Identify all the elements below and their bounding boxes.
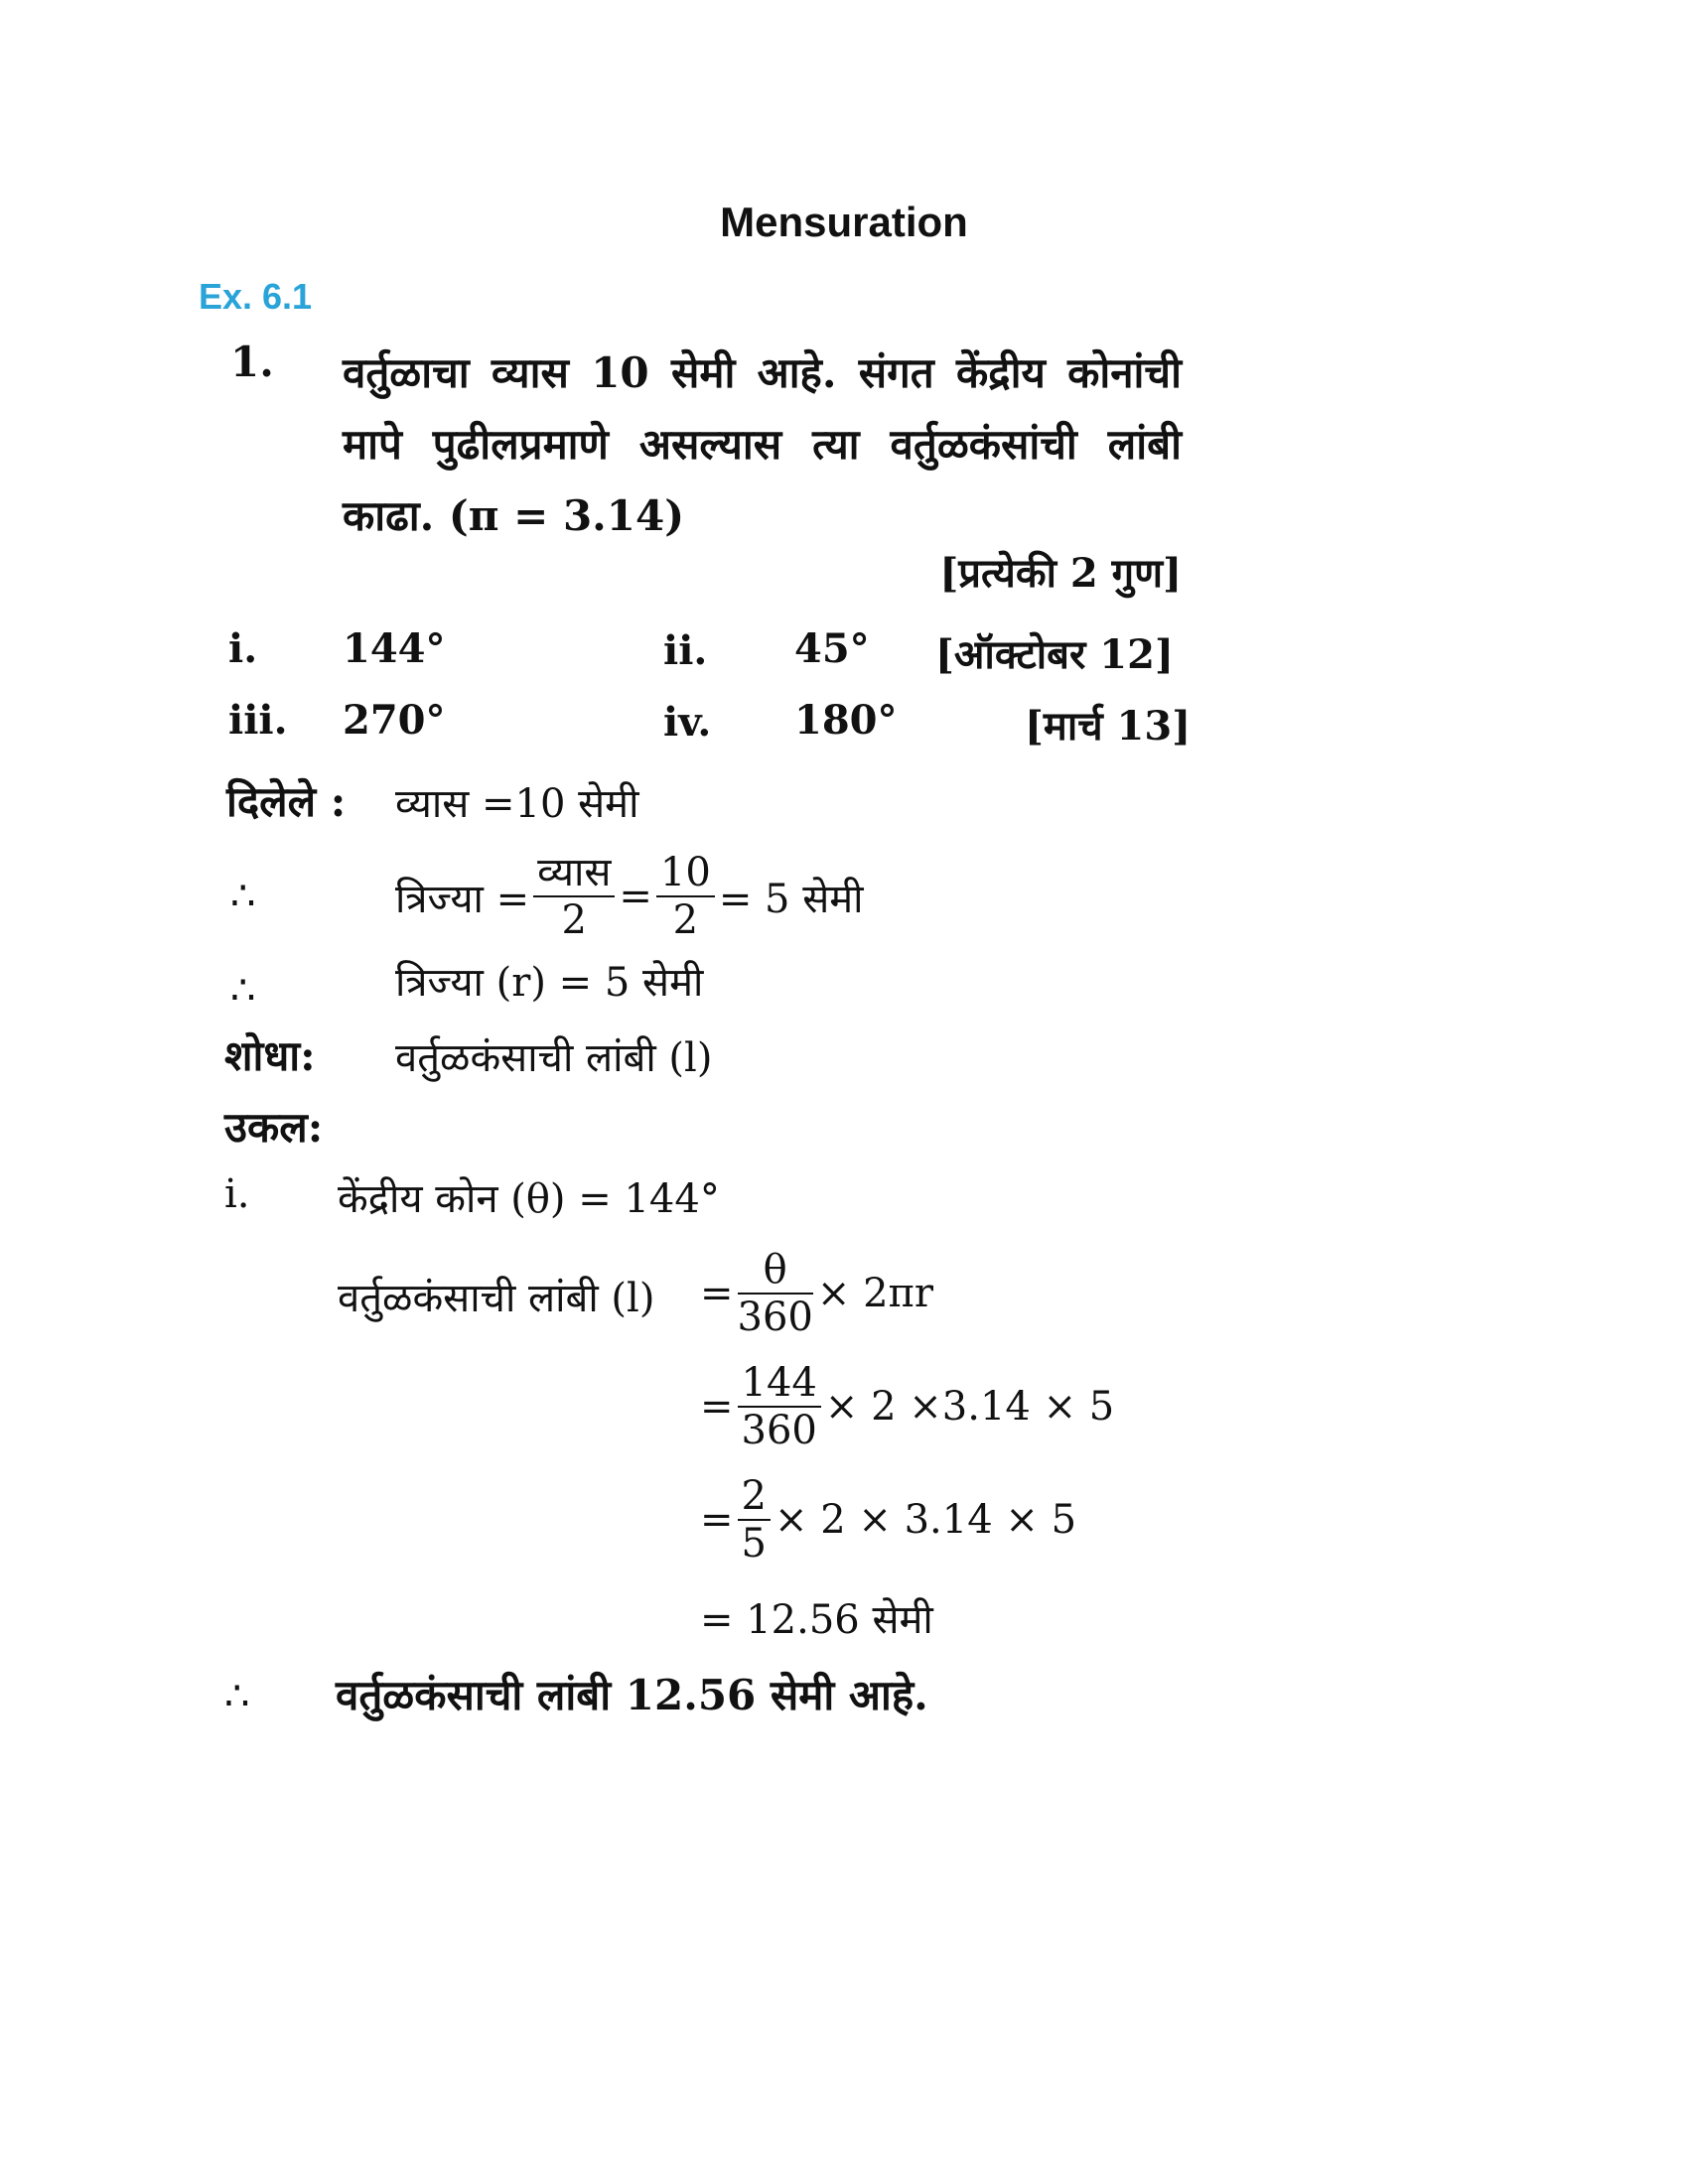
equals-sign: =	[700, 1497, 734, 1543]
option-value: 144°	[343, 625, 446, 672]
radius-prefix: त्रिज्या =	[395, 876, 530, 922]
source-label: [मार्च 13]	[1025, 703, 1192, 750]
fraction-denominator: 2	[561, 897, 587, 943]
part-label: i.	[224, 1171, 250, 1217]
step-2	[700, 1360, 1114, 1453]
option-value: 180°	[794, 697, 898, 744]
therefore-symbol: ∴	[230, 874, 256, 919]
fraction-denominator: 360	[737, 1295, 813, 1340]
fraction-denominator: 5	[741, 1521, 767, 1567]
conclusion: वर्तुळकंसाची लांबी 12.56 सेमी आहे.	[336, 1671, 928, 1719]
step-1	[700, 1247, 933, 1340]
step-4: = 12.56 सेमी	[700, 1597, 933, 1643]
step-3	[700, 1473, 1076, 1567]
fraction	[533, 850, 615, 943]
fraction-numerator: व्यास	[533, 850, 615, 897]
therefore-symbol: ∴	[224, 1674, 250, 1719]
option-label: iii.	[228, 697, 288, 744]
step-rest: × 2 ×3.14 × 5	[824, 1384, 1115, 1430]
radius-result: = 5 सेमी	[718, 876, 864, 922]
given-diameter: व्यास =10 सेमी	[395, 781, 639, 827]
step-rest: × 2 × 3.14 × 5	[774, 1497, 1077, 1543]
option-value: 270°	[343, 697, 446, 744]
question-number: 1.	[230, 338, 274, 386]
solution-label: उकल:	[224, 1103, 324, 1152]
arc-length-label: वर्तुळकंसाची लांबी (l)	[338, 1276, 655, 1321]
option-label: i.	[228, 625, 258, 672]
fraction-numerator: θ	[738, 1247, 813, 1295]
fraction-denominator: 2	[672, 897, 699, 943]
page-title: Mensuration	[720, 199, 968, 245]
given-label: दिलेले :	[226, 777, 347, 826]
equals-sign: =	[619, 874, 652, 919]
marks-label: [प्रत्येकी 2 गुण]	[939, 550, 1182, 597]
find-text: वर्तुळकंसाची लांबी (l)	[395, 1035, 713, 1081]
source-label: [ऑक्टोबर 12]	[935, 631, 1174, 678]
option-value: 45°	[794, 625, 870, 672]
fraction-numerator: 2	[738, 1473, 771, 1521]
fraction	[738, 1473, 771, 1567]
exercise-heading: Ex. 6.1	[199, 276, 313, 317]
find-label: शोधा:	[224, 1031, 316, 1080]
radius-calculation	[395, 850, 864, 943]
option-label: ii.	[663, 627, 708, 674]
question-text: वर्तुळाचा व्यास 10 सेमी आहे. संगत केंद्रीय कोनांची मापे पुढीलप्रमाणे असल्यास त्या वर्तुळकंसांची लांबी काढा. (π = 3.14)	[343, 348, 1182, 540]
fraction	[738, 1247, 813, 1340]
fraction	[738, 1360, 821, 1453]
equals-sign: =	[700, 1384, 734, 1430]
equals-sign: =	[700, 1271, 734, 1316]
central-angle: केंद्रीय कोन (θ) = 144°	[338, 1176, 720, 1222]
fraction	[656, 850, 715, 943]
radius-value: त्रिज्या (r) = 5 सेमी	[395, 960, 704, 1006]
step-rest: × 2πr	[816, 1271, 933, 1316]
fraction-numerator: 10	[656, 850, 715, 897]
fraction-numerator: 144	[738, 1360, 821, 1408]
therefore-symbol: ∴	[230, 968, 256, 1014]
fraction-denominator: 360	[741, 1408, 817, 1453]
option-label: iv.	[663, 699, 712, 746]
